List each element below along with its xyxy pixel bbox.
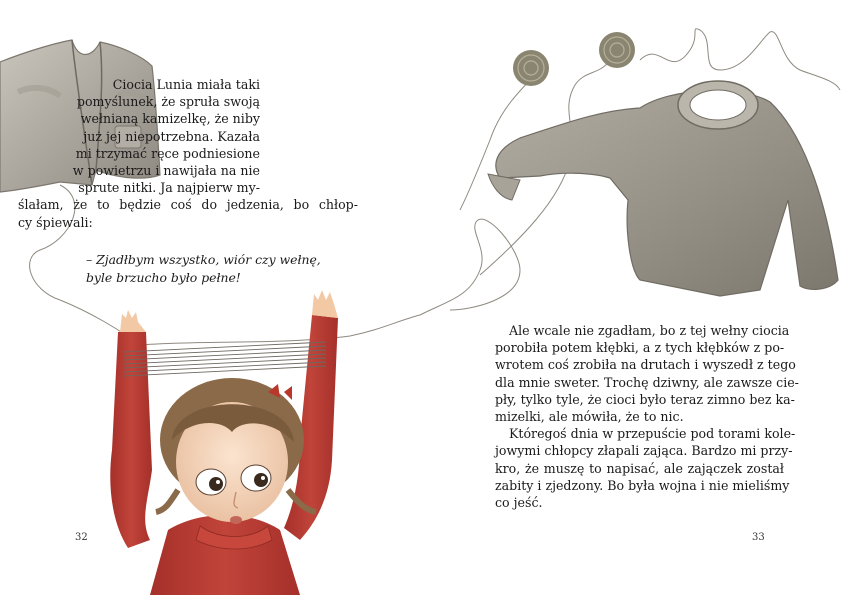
- left-paragraph: [0, 76, 260, 196]
- quote-line: – Zjadłbym wszystko, wiór czy wełnę,: [86, 252, 321, 267]
- text-line: wełnianą kamizelkę, że niby: [80, 111, 260, 127]
- text-line: co jeść.: [495, 495, 543, 511]
- text-line: porobiła potem kłębki, a z tych kłębków z po-: [495, 340, 785, 356]
- text-line: Ale wcale nie zgadłam, bo z tej wełny ciocia: [509, 323, 790, 338]
- text-line: Któregoś dnia w przepuście pod torami kole-: [509, 426, 796, 442]
- text-line: mi trzymać ręce podniesione: [75, 145, 260, 161]
- text-line: sprute nitki. Ja najpierw my-: [78, 180, 260, 196]
- text-line: pomyślunek, że spruła swoją: [76, 94, 260, 110]
- text-line: zabity i zjedzony. Bo była wojna i nie mieliśmy: [495, 477, 790, 493]
- text-line: w powietrzu i nawijała na nie: [72, 163, 260, 179]
- right-text: [495, 322, 799, 511]
- text-line: cy śpiewali:: [18, 214, 93, 230]
- text-line: pły, tylko tyle, że cioci było teraz zimno bez ka-: [495, 391, 795, 407]
- quote-line: byle brzucho było pełne!: [86, 269, 241, 285]
- text-line: ślałam, że to będzie coś do jedzenia, bo chłop-: [18, 197, 358, 213]
- text-line: już jej niepotrzebna. Kazała: [83, 128, 260, 144]
- text-line: kro, że muszę to napisać, ale zajączek został: [495, 460, 784, 476]
- left-page: [0, 0, 421, 595]
- text-line: wrotem coś zrobiła na drutach i wyszedł z tego: [495, 357, 796, 373]
- text-line: mizelki, ale mówiła, że to nic.: [495, 409, 684, 425]
- page-number: 33: [752, 532, 765, 543]
- text-line: jowymi chłopcy złapali zająca. Bardzo mi przy-: [495, 443, 793, 459]
- left-paragraph-continued: [18, 196, 358, 230]
- text-line: dla mnie sweter. Trochę dziwny, ale zawsze cie-: [495, 374, 799, 390]
- text-line: Ciocia Lunia miała taki: [112, 77, 260, 92]
- page-number: 32: [75, 532, 88, 543]
- song-quote: [86, 251, 321, 286]
